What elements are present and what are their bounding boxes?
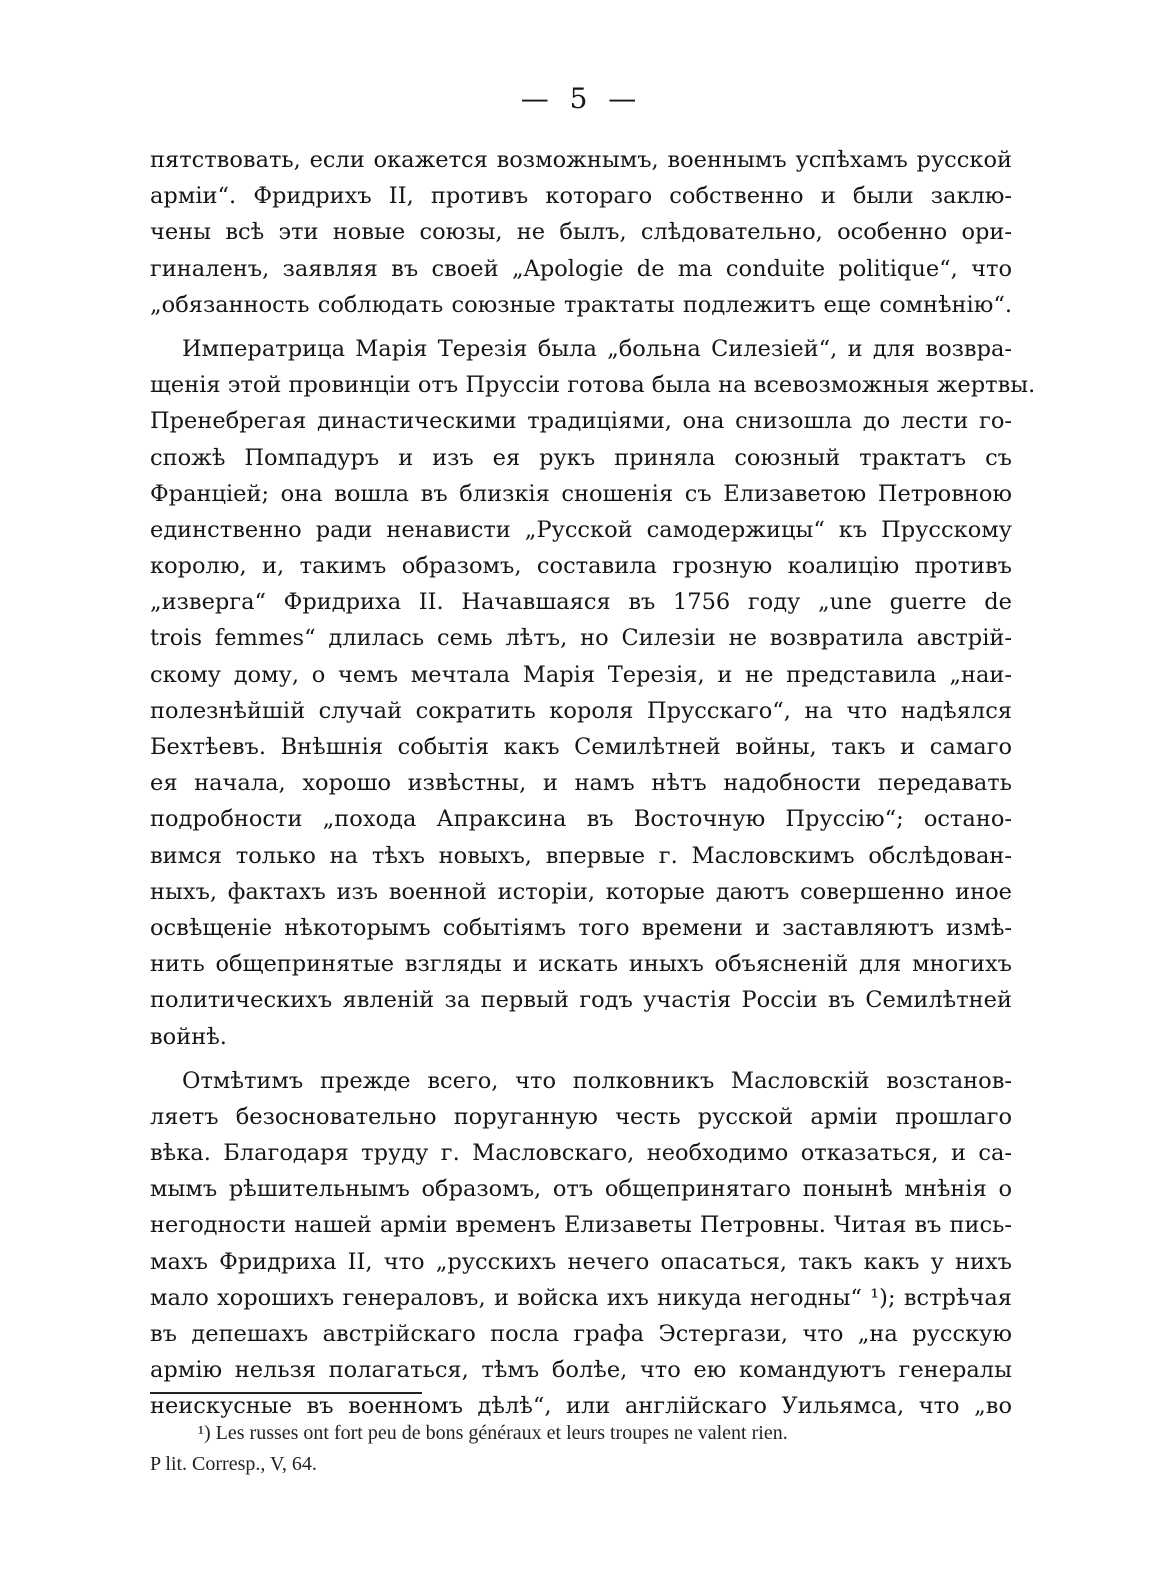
text-line: неискусные въ военномъ дѣлѣ“, или англійскаго Уильямса, что „во [150,1393,1012,1420]
text-line: щенія этой провинціи отъ Пруссіи готова была на всевозможныя жертвы. [150,372,1036,399]
text-line: политическихъ явленій за первый годъ участія Россіи въ Семилѣтней [150,987,1012,1014]
text-line: нить общепринятые взгляды и искать иныхъ объясненій для многихъ [150,951,1012,978]
text-line: вѣка. Благодаря труду г. Масловскаго, необходимо отказаться, и са- [150,1140,1012,1167]
text-line: trois femmes“ длилась семь лѣтъ, но Силезіи не возвратила австрій- [150,625,1012,652]
text-line: вимся только на тѣхъ новыхъ, впервые г. Масловскимъ обслѣдован- [150,842,1012,869]
text-line: „обязанность соблюдать союзные трактаты подлежитъ еще сомнѣнію“. [150,291,1012,318]
text-line: негодности нашей арміи временъ Елизаветы Петровны. Читая въ пись- [150,1212,1012,1239]
text-line: подробности „похода Апраксина въ Восточную Пруссію“; остано- [150,806,1012,833]
page-number: — 5 — [520,82,643,115]
footnote-line: ¹) Les russes ont fort peu de bons généraux et leurs troupes ne valent rien. [198,1422,788,1444]
text-line: „изверга“ Фридриха II. Начавшаяся въ 1756 году „une guerre de [150,589,1012,616]
text-line: махъ Фридриха II, что „русскихъ нечего опасаться, такъ какъ у нихъ [150,1248,1012,1275]
paragraph-gap [150,323,1012,331]
footnote-line: P lit. Corresp., V, 64. [150,1453,317,1475]
paragraph [150,1063,1012,1425]
paragraph-gap [150,1055,1012,1063]
text-line: войнѣ. [150,1023,227,1050]
text-line: арміи“. Фридрихъ II, противъ котораго собственно и были заклю- [150,183,1012,210]
text-line: спожѣ Помпадуръ и изъ ея рукъ приняла союзный трактатъ съ [150,444,1012,471]
text-line: пятствовать, если окажется возможнымъ, военнымъ успѣхамъ русской [150,147,1012,173]
paragraph [150,331,1036,1055]
text-line: ея начала, хорошо извѣстны, и намъ нѣтъ надобности передавать [150,770,1012,797]
text-line: королю, и, такимъ образомъ, составила грозную коалицію противъ [150,553,1012,580]
text-line: Императрица Марія Терезія была „больна Силезіей“, и для возвра- [182,335,1012,362]
text-line: Пренебрегая династическими традиціями, она снизошла до лести го- [150,408,1012,435]
text-line: чены всѣ эти новые союзы, не былъ, слѣдовательно, особенно ори- [150,219,1012,246]
text-line: въ депешахъ австрійскаго посла графа Эстергази, что „на русскую [150,1321,1012,1347]
body-text [150,142,1036,1425]
text-line: ляетъ безосновательно поруганную честь русской арміи прошлаго [150,1103,1012,1130]
text-line: Франціей; она вошла въ близкія сношенія съ Елизаветою Петровною [150,480,1012,507]
text-line: Отмѣтимъ прежде всего, что полковникъ Масловскій возстанов- [182,1067,1012,1094]
paragraph [150,142,1012,323]
text-line: скому дому, о чемъ мечтала Марія Терезія, и не представила „наи- [150,661,1012,688]
footnote [150,1418,1012,1480]
text-line: Бехтѣевъ. Внѣшнія событія какъ Семилѣтней войны, такъ и самаго [150,734,1012,760]
text-line: освѣщеніе нѣкоторымъ событіямъ того времени и заставляютъ измѣ- [150,914,1012,941]
text-line: полезнѣйшій случай сократить короля Прусскаго“, на что надѣялся [150,697,1012,724]
text-line: мало хорошихъ генераловъ, и войска ихъ никуда негодны“ ¹); встрѣчая [150,1284,1012,1311]
text-line: единственно ради ненависти „Русской самодержицы“ къ Прусскому [150,516,1012,543]
text-line: армію нельзя полагаться, тѣмъ болѣе, что ею командуютъ генералы [150,1357,1012,1384]
text-line: ныхъ, фактахъ изъ военной исторіи, которые даютъ совершенно иное [150,878,1012,905]
text-line: мымъ рѣшительнымъ образомъ, отъ общепринятаго понынѣ мнѣнія о [150,1176,1012,1203]
footnote-divider [150,1392,422,1394]
text-line: гиналенъ, заявляя въ своей „Apologie de ma conduite politique“, что [150,255,1012,282]
